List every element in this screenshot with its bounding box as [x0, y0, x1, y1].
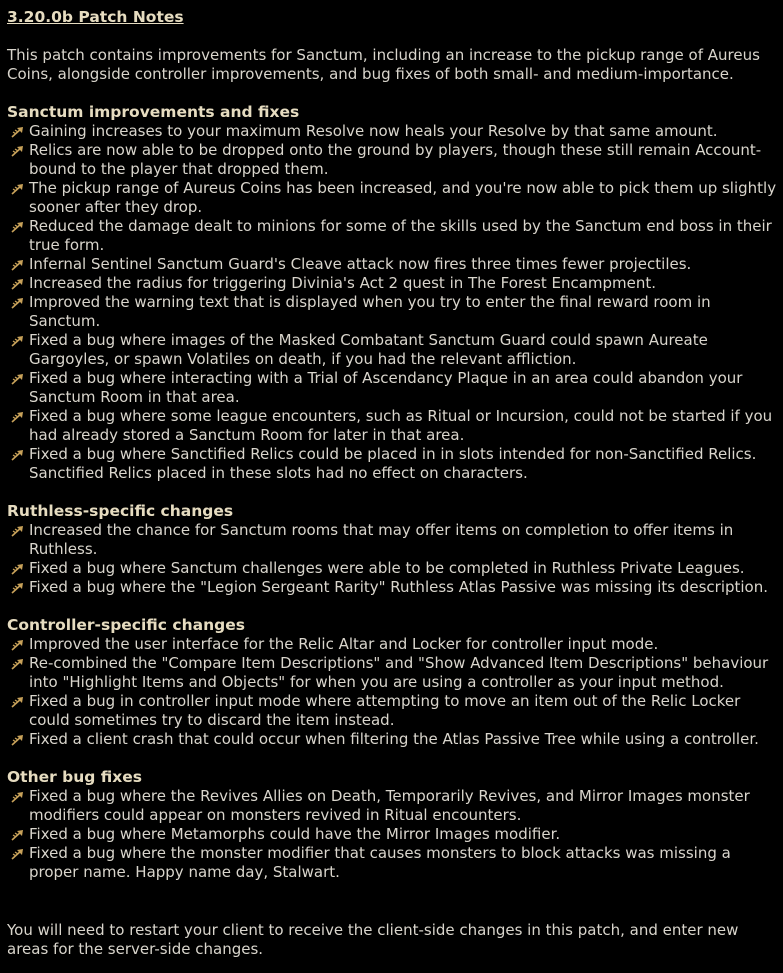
list-item	[7, 331, 781, 369]
arrow-bullet-icon	[11, 144, 25, 158]
arrow-bullet-icon	[11, 372, 25, 386]
arrow-bullet-icon	[11, 695, 25, 709]
list-item-text: Re-combined the "Compare Item Descriptions" and "Show Advanced Item Descriptions" behaviour into "Highlight Items and Objects" for when you are using a controller as your input method.	[29, 654, 769, 691]
arrow-bullet-icon	[11, 828, 25, 842]
bullet-list	[7, 787, 783, 882]
bullet-list	[7, 635, 783, 749]
list-item	[7, 559, 781, 578]
list-item-text: Fixed a client crash that could occur when filtering the Atlas Passive Tree while using a controller.	[29, 730, 759, 748]
list-item	[7, 293, 781, 331]
arrow-bullet-icon	[11, 296, 25, 310]
list-item	[7, 407, 781, 445]
section	[7, 502, 783, 597]
list-item-text: Fixed a bug where the monster modifier that causes monsters to block attacks was missing a proper name. Happy name day, Stalwart.	[29, 844, 731, 881]
list-item	[7, 521, 781, 559]
list-item-text: Fixed a bug where images of the Masked Combatant Sanctum Guard could spawn Aureate Gargoyles, or spawn Volatiles on death, if you had the relevant affliction.	[29, 331, 708, 368]
section	[7, 768, 783, 882]
list-item	[7, 217, 781, 255]
arrow-bullet-icon	[11, 125, 25, 139]
list-item-text: Fixed a bug where Sanctum challenges were able to be completed in Ruthless Private Leagues.	[29, 559, 745, 577]
section	[7, 616, 783, 749]
list-item	[7, 578, 781, 597]
arrow-bullet-icon	[11, 524, 25, 538]
list-item-text: Increased the radius for triggering Divinia's Act 2 quest in The Forest Encampment.	[29, 274, 657, 292]
list-item	[7, 654, 781, 692]
list-item-text: Relics are now able to be dropped onto the ground by players, though these still remain Account-bound to the player that dropped them.	[29, 141, 762, 178]
list-item	[7, 141, 781, 179]
arrow-bullet-icon	[11, 334, 25, 348]
list-item	[7, 274, 781, 293]
list-item-text: Fixed a bug where Sanctified Relics could be placed in in slots intended for non-Sanctified Relics. Sanctified Relics placed in these slots had no effect on characters.	[29, 445, 757, 482]
list-item-text: Improved the warning text that is displayed when you try to enter the final reward room in Sanctum.	[29, 293, 711, 330]
list-item-text: Gaining increases to your maximum Resolve now heals your Resolve by that same amount.	[29, 122, 718, 140]
bullet-list	[7, 521, 783, 597]
arrow-bullet-icon	[11, 448, 25, 462]
arrow-bullet-icon	[11, 733, 25, 747]
arrow-bullet-icon	[11, 562, 25, 576]
list-item-text: Fixed a bug in controller input mode where attempting to move an item out of the Relic Locker could sometimes try to discard the item instead.	[29, 692, 741, 729]
section-heading: Controller-specific changes	[7, 616, 245, 634]
list-item	[7, 635, 781, 654]
list-item-text: Increased the chance for Sanctum rooms that may offer items on completion to offer items in Ruthless.	[29, 521, 734, 558]
list-item	[7, 122, 781, 141]
arrow-bullet-icon	[11, 277, 25, 291]
list-item	[7, 369, 781, 407]
list-item	[7, 179, 781, 217]
section-heading: Other bug fixes	[7, 768, 143, 786]
list-item-text: The pickup range of Aureus Coins has been increased, and you're now able to pick them up slightly sooner after they drop.	[29, 179, 777, 216]
intro-paragraph: This patch contains improvements for Sanctum, including an increase to the pickup range of Aureus Coins, alongside controller improvements, and bug fixes of both small- and medium-importance.	[7, 46, 760, 83]
section	[7, 103, 783, 483]
arrow-bullet-icon	[11, 790, 25, 804]
arrow-bullet-icon	[11, 638, 25, 652]
list-item	[7, 787, 781, 825]
list-item-text: Fixed a bug where some league encounters, such as Ritual or Incursion, could not be started if you had already stored a Sanctum Room for later in that area.	[29, 407, 773, 444]
list-item	[7, 692, 781, 730]
section-heading: Ruthless-specific changes	[7, 502, 234, 520]
list-item	[7, 445, 781, 483]
section-heading: Sanctum improvements and fixes	[7, 103, 300, 121]
arrow-bullet-icon	[11, 220, 25, 234]
list-item	[7, 255, 781, 274]
list-item	[7, 825, 781, 844]
list-item-text: Fixed a bug where interacting with a Trial of Ascendancy Plaque in an area could abandon your Sanctum Room in that area.	[29, 369, 743, 406]
list-item-text: Reduced the damage dealt to minions for some of the skills used by the Sanctum end boss in their true form.	[29, 217, 772, 254]
arrow-bullet-icon	[11, 410, 25, 424]
sections-container	[7, 103, 783, 882]
arrow-bullet-icon	[11, 847, 25, 861]
list-item-text: Improved the user interface for the Relic Altar and Locker for controller input mode.	[29, 635, 659, 653]
bullet-list	[7, 122, 783, 483]
list-item-text: Fixed a bug where the Revives Allies on Death, Temporarily Revives, and Mirror Images monster modifiers could appear on monsters revived in Ritual encounters.	[29, 787, 750, 824]
list-item-text: Fixed a bug where Metamorphs could have the Mirror Images modifier.	[29, 825, 561, 843]
arrow-bullet-icon	[11, 581, 25, 595]
arrow-bullet-icon	[11, 182, 25, 196]
list-item	[7, 844, 781, 882]
list-item-text: Infernal Sentinel Sanctum Guard's Cleave attack now fires three times fewer projectiles.	[29, 255, 692, 273]
list-item-text: Fixed a bug where the "Legion Sergeant Rarity" Ruthless Atlas Passive was missing its description.	[29, 578, 769, 596]
arrow-bullet-icon	[11, 258, 25, 272]
list-item	[7, 730, 781, 749]
footer-note: You will need to restart your client to receive the client-side changes in this patch, and enter new areas for the server-side changes.	[7, 921, 739, 958]
arrow-bullet-icon	[11, 657, 25, 671]
patch-notes-title-link[interactable]: 3.20.0b Patch Notes	[7, 8, 184, 26]
